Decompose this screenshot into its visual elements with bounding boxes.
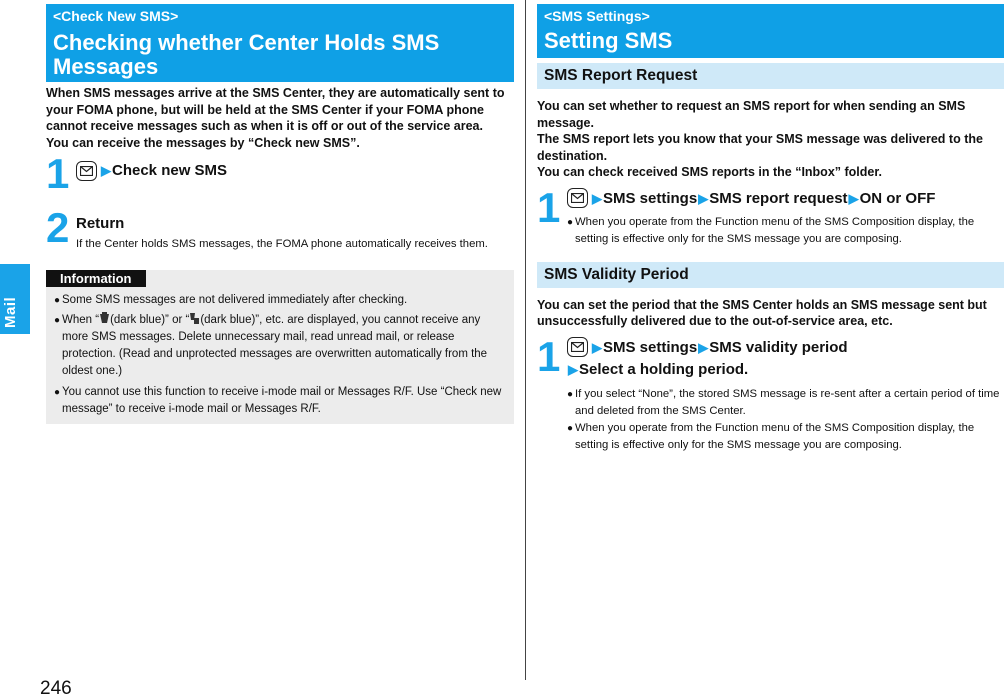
info-item: ● Some SMS messages are not delivered immediately after checking. [50, 292, 504, 309]
s1-intro-3: You can check received SMS reports in the “Inbox” folder. [537, 165, 883, 179]
left-step-2 [46, 204, 514, 252]
arrow-right-icon: ▶ [848, 190, 859, 206]
arrow-right-icon: ▶ [568, 361, 578, 377]
memory-full-icon [99, 312, 110, 325]
info-item: ● When “ (dark blue)” or “ (dark blue)”, etc. are displayed, you cannot receive any more SMS messages. Delete unnecessary mail, read unread mail, or release protection. (Read and unprotected messages are overwritten automatically from the oldest one.) [54, 314, 488, 377]
step-note: ● If you select “None”, the stored SMS message is re-sent after a certain period of time and deleted from the SMS Center. [567, 387, 1000, 417]
s1-intro-2: The SMS report lets you know that your SMS message was delivered to the destination. [537, 132, 983, 163]
step-note: ● When you operate from the Function menu of the SMS Composition display, the setting is effective only for the SMS message you are composing. [567, 421, 975, 451]
left-intro-1: When SMS messages arrive at the SMS Center, they are automatically sent to your FOMA phone, but will be held at the SMS Center if your FOMA phone cannot receive messages such as when it is off or out of the service area. [46, 86, 505, 133]
step-number: 1 [537, 183, 559, 231]
step-number: 1 [46, 150, 68, 197]
s1-intro [537, 98, 1004, 181]
step-title: Return [76, 215, 125, 232]
mail-key-icon [76, 161, 97, 181]
memory-full-lock-icon [189, 312, 200, 325]
arrow-right-icon: ▶ [101, 163, 111, 178]
info-item: ● You cannot use this function to receive i-mode mail or Messages R/F. Use “Check new message” to receive i-mode mail or Messages R/F. [54, 386, 502, 415]
left-title: Checking whether Center Holds SMS Messages [53, 30, 440, 79]
left-step-1 [46, 150, 514, 209]
page-number: 246 [40, 678, 72, 697]
right-step-report [537, 185, 1004, 248]
mail-key-icon [567, 188, 588, 208]
step-instruction [76, 155, 514, 181]
side-tab-label: Mail [2, 296, 19, 328]
bullet-icon: ● [567, 216, 574, 228]
information-label: Information [46, 270, 146, 287]
left-subtitle: <Check New SMS> [53, 8, 179, 24]
section-sms-validity-period: SMS Validity Period [537, 262, 1004, 288]
step-number: 1 [537, 332, 559, 380]
arrow-right-icon: ▶ [698, 190, 709, 206]
step-instruction-cont: ▶ Select a holding period. [568, 360, 749, 378]
left-column [46, 4, 514, 424]
arrow-right-icon: ▶ [592, 339, 602, 355]
side-tab [0, 264, 30, 334]
bullet-icon: ● [567, 388, 574, 400]
right-column [537, 4, 1004, 454]
mail-key-icon [567, 337, 588, 357]
left-intro [46, 85, 514, 151]
step-note: ● When you operate from the Function menu of the SMS Composition display, the setting is effective only for the SMS message you are composing. [567, 215, 975, 245]
section-sms-report-request: SMS Report Request [537, 63, 1004, 89]
information-box [46, 270, 514, 424]
s2-intro-1: You can set the period that the SMS Center holds an SMS message sent but unsuccessfully delivered due to the out-of-service area, etc. [537, 297, 987, 328]
column-divider [525, 0, 526, 680]
right-step-validity [537, 334, 1004, 454]
s2-intro [537, 297, 1004, 330]
arrow-right-icon: ▶ [698, 339, 709, 355]
step-instruction: ▶ SMS settings ▶ SMS validity period [567, 334, 1004, 358]
bullet-icon: ● [54, 387, 61, 398]
step-number: 2 [46, 204, 68, 251]
bullet-icon: ● [567, 422, 574, 434]
step-text: Check new SMS [112, 162, 228, 179]
s1-intro-1: You can set whether to request an SMS report for when sending an SMS message. [537, 99, 966, 130]
right-subtitle: <SMS Settings> [544, 8, 650, 24]
arrow-right-icon: ▶ [592, 190, 602, 206]
step-instruction: ▶ SMS settings ▶ SMS report request ▶ ON or OFF [567, 185, 1004, 209]
step-note: If the Center holds SMS messages, the FOMA phone automatically receives them. [76, 238, 488, 250]
bullet-icon: ● [54, 315, 61, 326]
right-title-block [537, 4, 1004, 58]
bullet-icon: ● [54, 295, 61, 306]
left-intro-2: You can receive the messages by “Check new SMS”. [46, 135, 360, 150]
left-title-block [46, 4, 514, 82]
right-title: Setting SMS [544, 28, 673, 53]
